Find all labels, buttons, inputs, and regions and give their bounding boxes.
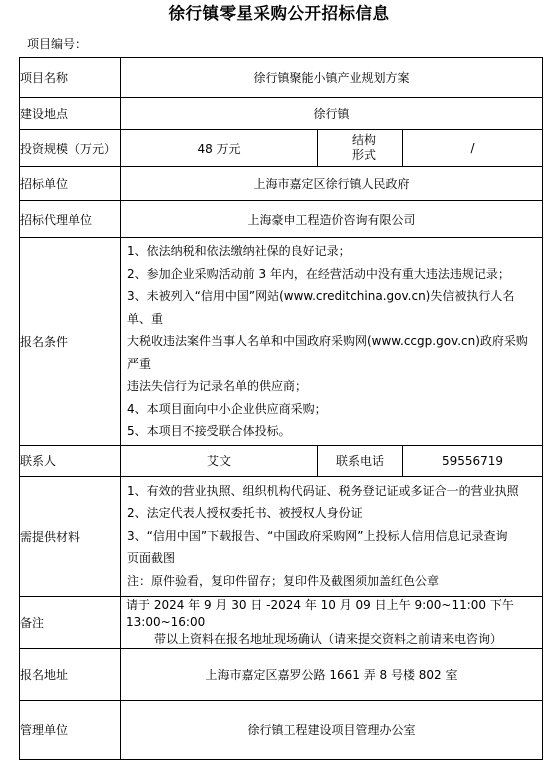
structure-label-line2: 形式 — [352, 148, 377, 162]
structure-label — [318, 130, 403, 167]
phone-label: 联系电话 — [318, 445, 403, 476]
management-value: 徐行镇工程建设项目管理办公室 — [121, 700, 543, 759]
materials-item: 注：原件验看，复印件留存；复印件及截图须加盖红色公章 — [127, 573, 440, 588]
materials-label: 需提供材料 — [20, 476, 121, 596]
remarks-box — [121, 597, 542, 648]
remarks-label: 备注 — [20, 596, 121, 648]
row-remarks — [20, 596, 543, 648]
project-name-value: 徐行镇聚能小镇产业规划方案 — [121, 58, 543, 98]
tenderer-label: 招标单位 — [20, 167, 121, 201]
address-label: 报名地址 — [20, 648, 121, 700]
row-address — [20, 648, 543, 700]
project-name-label: 项目名称 — [20, 58, 121, 98]
row-management — [20, 700, 543, 759]
structure-value: / — [403, 130, 543, 167]
remarks-content — [121, 596, 543, 648]
location-value: 徐行镇 — [121, 98, 543, 130]
agency-value: 上海豪申工程造价咨询有限公司 — [121, 201, 543, 238]
materials-item: 3、“信用中国”下载报告、“中国政府采购网”上投标人信用信息记录查询 — [127, 528, 508, 543]
materials-item: 1、有效的营业执照、组织机构代码证、税务登记证或多证合一的营业执照 — [127, 483, 519, 498]
contact-label: 联系人 — [20, 445, 121, 476]
project-number-label: 项目编号： — [27, 37, 88, 51]
row-agency — [20, 201, 543, 238]
location-label: 建设地点 — [20, 98, 121, 130]
row-investment — [20, 130, 543, 167]
row-project-name — [20, 58, 543, 98]
management-label: 管理单位 — [20, 700, 121, 759]
row-materials — [20, 476, 543, 596]
tender-info-table — [19, 57, 543, 760]
page-title: 徐行镇零星采购公开招标信息 — [168, 4, 390, 23]
remarks-line1: 请于 2024 年 9 月 30 日 -2024 年 10 月 09 日上午 9:00~11:00 下午 13:00~16:00 — [126, 597, 514, 629]
remarks-line2: 带以上资料在报名地址现场确认（请来提交资料之前请来电咨询） — [154, 631, 503, 646]
conditions-label: 报名条件 — [20, 238, 121, 446]
row-conditions — [20, 238, 543, 446]
agency-label: 招标代理单位 — [20, 201, 121, 238]
materials-item: 页面截图 — [127, 551, 176, 566]
materials-list — [121, 478, 542, 595]
investment-value: 48 万元 — [121, 130, 318, 167]
conditions-item: 违法失信行为记录名单的供应商； — [127, 379, 308, 393]
conditions-item: 3、未被列入“信用中国”网站(www.creditchina.gov.cn)失信被执行人名单、重 — [127, 289, 515, 326]
row-contact — [20, 445, 543, 476]
row-tenderer — [20, 167, 543, 201]
conditions-item: 大税收违法案件当事人名单和中国政府采购网(www.ccgp.gov.cn)政府采购严重 — [127, 334, 528, 371]
address-value: 上海市嘉定区嘉罗公路 1661 弄 8 号楼 802 室 — [121, 648, 543, 700]
materials-content — [121, 476, 543, 596]
row-location — [20, 98, 543, 130]
conditions-item: 4、本项目面向中小企业供应商采购； — [127, 401, 327, 416]
tenderer-value: 上海市嘉定区徐行镇人民政府 — [121, 167, 543, 201]
conditions-item: 5、本项目不接受联合体投标。 — [127, 424, 291, 438]
conditions-content — [121, 238, 543, 446]
phone-value: 59556719 — [403, 445, 543, 476]
conditions-item: 1、依法纳税和依法缴纳社保的良好记录； — [127, 244, 351, 258]
structure-label-line1: 结构 — [352, 133, 377, 147]
materials-item: 2、法定代表人授权委托书、被授权人身份证 — [127, 506, 363, 521]
investment-label: 投资规模（万元） — [20, 130, 121, 167]
contact-value: 艾文 — [121, 445, 318, 476]
conditions-list — [121, 238, 542, 445]
conditions-item: 2、参加企业采购活动前 3 年内，在经营活动中没有重大违法违规记录； — [127, 266, 510, 281]
